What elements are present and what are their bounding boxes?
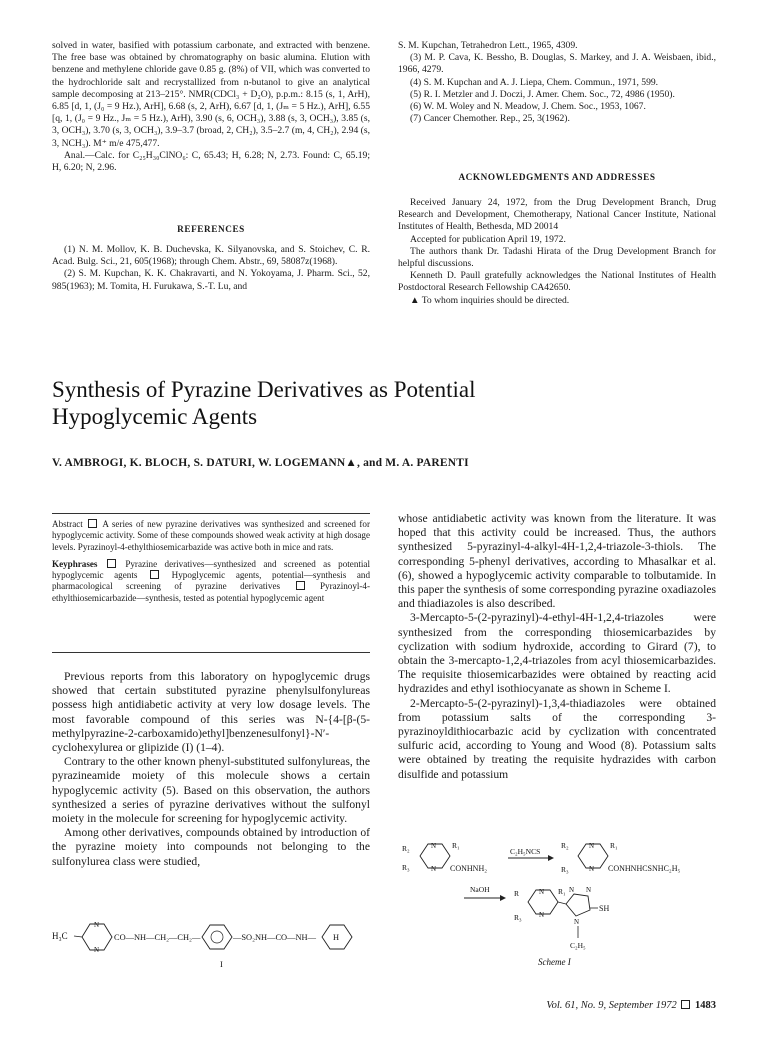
benzene-ring bbox=[202, 925, 232, 949]
ack-fellowship: Kenneth D. Paull gratefully acknowledges the National Institutes of Health Postdoctoral Research Fellowship CA42650. bbox=[398, 270, 716, 294]
reference-item: (2) S. M. Kupchan, K. K. Chakravarti, and N. Yokoyama, J. Pharm. Sci., 52, 985(1963); M. Tomita, H. Furukawa, S.-T. Lu, and bbox=[52, 268, 370, 292]
svg-text:N: N bbox=[589, 865, 595, 873]
triazole-ring bbox=[566, 894, 590, 916]
structure-i-diagram bbox=[52, 915, 370, 975]
references-left bbox=[52, 244, 370, 293]
body-paragraph: Among other derivatives, compounds obtained by introduction of the pyrazine moiety into compounds not belonging to the sulfonylurea class were studied, bbox=[52, 826, 370, 868]
ring-n-label: N bbox=[94, 946, 100, 954]
keyphrase-item: Pyrazinoyl-4-ethylthiosemicarbazide—synthesis, tested as potential hypoglycemic agent bbox=[52, 581, 371, 603]
svg-text:N: N bbox=[431, 842, 437, 850]
ack-thanks: The authors thank Dr. Tadashi Hirata of the Drug Development Branch for helpful discussions. bbox=[398, 245, 716, 270]
ethyl-group: C₂H₅ bbox=[570, 941, 586, 950]
reference-item: (6) W. M. Woley and N. Meadow, J. Chem. Soc., 1953, 1067. bbox=[410, 101, 646, 113]
svg-text:N: N bbox=[569, 886, 575, 894]
structure-chain: CO—NH—CH₂—CH₂— bbox=[114, 933, 201, 942]
body-paragraph: whose antidiabetic activity was known from the literature. It was hoped that this activity could be increased. Thus, the authors synthesized 5-pyrazinyl-4-alkyl-4H-1,2,4-triazole-3-thiols. The corresponding 5-phenyl derivatives, according to Mhasalkar et al. (6), showed a hypoglycemic activity comparable to tolbutamide. In this paper the synthesis of some corresponding pyrazine oxadiazoles and thiadiazoles is also described. bbox=[398, 512, 716, 611]
page-footer bbox=[316, 1000, 716, 1011]
svg-text:N: N bbox=[574, 918, 580, 926]
structure-methyl-label: H₃C bbox=[52, 931, 68, 941]
reference-item: (7) Cancer Chemother. Rep., 25, 3(1962). bbox=[410, 113, 570, 125]
start-hydrazide-group: CONHNH₂ bbox=[450, 864, 488, 873]
body-paragraph: Contrary to the other known phenyl-substituted sulfonylureas, the pyrazineamide moiety of this molecule shows a certain hypoglycemic activity (5). Based on this observation, the authors synthesized a series of pyrazine derivatives without the sulfonyl moiety in the molecule for screening for hypoglycemic activity. bbox=[52, 755, 370, 826]
svg-text:R₃: R₃ bbox=[514, 913, 522, 922]
body-left-column bbox=[52, 670, 370, 869]
svg-text:R₂: R₂ bbox=[402, 844, 410, 853]
body-paragraph: 3-Mercapto-5-(2-pyrazinyl)-4-ethyl-4H-1,2,4-triazoles were synthesized from the corresponding thiosemicarbazides by cyclization with sodium hydroxide, according to Girard (7), to obtain the 3-mercapto-1,2,4-triazoles from acyl thiosemicarbazides. The requisite thiosemicarbazides were obtained by reacting acid hydrazides and ethyl isothiocyanate as shown in Scheme I. bbox=[398, 611, 716, 696]
svg-text:R₂: R₂ bbox=[561, 841, 569, 850]
svg-text:N: N bbox=[586, 886, 592, 894]
ack-accepted: Accepted for publication April 19, 1972. bbox=[410, 233, 566, 245]
reference-item: (3) M. P. Cava, K. Bessho, B. Douglas, S. Markey, and J. A. Weisbaen, ibid., 1966, 4279. bbox=[398, 52, 716, 76]
structure-sulfonylurea: —SO₂NH—CO—NH— bbox=[233, 933, 316, 942]
keyphrases-paragraph bbox=[52, 559, 370, 604]
abstract-text: A series of new pyrazine derivatives was synthesized and screened for hypoglycemic activity. Some of these compounds showed weak activity at high dosage levels. Pyrazinoyl-4-ethylthiosemicarbazide was active both in mice and rats. bbox=[52, 519, 371, 552]
abstract-label: Abstract bbox=[52, 519, 83, 529]
svg-text:R₁: R₁ bbox=[558, 887, 566, 896]
reference-item: (5) R. I. Metzler and J. Doczi, J. Amer. Chem. Soc., 72, 4986 (1950). bbox=[410, 88, 675, 100]
author-list: V. AMBROGI, K. BLOCH, S. DATURI, W. LOGEMANN▲, and M. A. PARENTI bbox=[52, 457, 469, 469]
body-paragraph: 2-Mercapto-5-(2-pyrazinyl)-1,3,4-thiadiazoles were obtained from potassium salts of the corresponding 3-pyrazinoyldithiocarbazic acid by cyclization with concentrated sulfuric acid, according to Young and Wood (8). Potassium salts were obtained by treating the requisite hydrazides with carbon disulfide and potassium bbox=[398, 696, 716, 781]
abstract-block bbox=[52, 519, 370, 604]
keyphrase-item: Pyrazine derivatives—synthesized and screened as potential hypoglycemic agents bbox=[52, 558, 370, 581]
experimental-section bbox=[52, 40, 370, 174]
acknowledgments-body bbox=[398, 197, 716, 307]
ring-n-label: N bbox=[94, 921, 100, 929]
thiol-group: SH bbox=[599, 904, 610, 913]
experimental-paragraph: solved in water, basified with potassium carbonate, and extracted with benzene. The free base was obtained by chromatography on basic alumina. Elution with benzene and methylene chloride gave 0.85 g. (8%) of VII, which was converted to the hydrochloride salt and recrystallized from n-butanol to give an analytical sample decomposing at 213–215°. NMR(CDCl₃ + D₂O), p.p.m.: 8.15 (s, 1, ArH), 6.85 [d, 1, (J₀ = 9 Hz.), ArH], 6.68 (s, 2, ArH), 6.67 [d, 1, (Jₘ = 5 Hz.), ArH], 6.55 [q, 1, (J₀ = 9 Hz., Jₘ = 5 Hz.), ArH), 3.90 (s, 6, OCH₃), 3.88 (s, 3, OCH₃), 3.85 (s, 3, OCH₃), 3.70 (s, 3, OCH₃), 3.9–3.7 (broad, 2, CH₂), 3.5–2.7 (m, 4, CH₂), 2.94 (s, 3, NCH₃). M⁺ m/e 475,477. bbox=[52, 40, 370, 149]
svg-text:R: R bbox=[514, 889, 520, 898]
body-right-column bbox=[398, 512, 716, 782]
analysis-paragraph: Anal.—Calc. for C₂₅H₃₀ClNO₆: C, 65.43; H, 6.28; N, 2.73. Found: C, 65.19; H, 6.20; N, 2.96. bbox=[52, 149, 370, 174]
reference-item: S. M. Kupchan, Tetrahedron Lett., 1965, 4309. bbox=[398, 40, 578, 51]
square-bullet-icon bbox=[107, 559, 116, 568]
abstract-top-rule bbox=[52, 513, 370, 514]
svg-text:R₃: R₃ bbox=[402, 863, 410, 872]
body-paragraph: Previous reports from this laboratory on hypoglycemic drugs showed that certain substituted pyrazine phenylsulfonylureas possess high antidiabetic activity at very low dosage levels. The most favorable compound of this series was N-{4-[β-(5-methylpyrazine-2-carboxamido)ethyl]benzenesulfonyl}-N′-cyclohexylurea or glipizide (I) (1–4). bbox=[52, 670, 370, 755]
ack-inquiries: ▲ To whom inquiries should be directed. bbox=[410, 294, 570, 306]
keyphrase-item: Hypoglycemic agents, potential—synthesis and pharmacological screening of pyrazine derivatives bbox=[52, 570, 370, 592]
svg-text:R₁: R₁ bbox=[452, 841, 460, 850]
thiosemicarbazide-group: CONHNHCSNHC₂H₅ bbox=[608, 864, 681, 873]
reference-item: (4) S. M. Kupchan and A. J. Liepa, Chem. Commun., 1971, 599. bbox=[410, 76, 659, 88]
square-bullet-icon bbox=[150, 570, 159, 579]
scheme-i-diagram bbox=[398, 838, 718, 968]
keyphrases-label: Keyphrases bbox=[52, 558, 98, 569]
svg-text:R₃: R₃ bbox=[561, 865, 569, 874]
svg-text:R₁: R₁ bbox=[610, 841, 618, 850]
scheme-caption: Scheme I bbox=[538, 957, 571, 967]
square-bullet-icon bbox=[88, 519, 97, 528]
journal-citation: Vol. 61, No. 9, September 1972 bbox=[546, 1000, 677, 1011]
page-number: 1483 bbox=[695, 1000, 716, 1011]
svg-text:N: N bbox=[431, 865, 437, 873]
title-line-1: Synthesis of Pyrazine Derivatives as Potential bbox=[52, 377, 476, 402]
references-heading: REFERENCES bbox=[177, 224, 245, 234]
ack-received: Received January 24, 1972, from the Drug Development Branch, Drug Research and Development, Chemotherapy, National Cancer Institute, National Institutes of Health, Bethesda, MD 20014 bbox=[398, 197, 716, 233]
square-bullet-icon bbox=[681, 1000, 690, 1009]
reference-item: (1) N. M. Mollov, K. B. Duchevska, K. Silyanovska, and S. Stoichev, C. R. Acad. Bulg. Sci., 21, 605(1968); through Chem. Abstr., 69, 58087z(1968). bbox=[52, 244, 370, 268]
abstract-bottom-rule bbox=[52, 652, 370, 653]
title-line-2: Hypoglycemic Agents bbox=[52, 404, 258, 429]
reagent-naoh: NaOH bbox=[470, 885, 490, 894]
svg-text:N: N bbox=[539, 911, 545, 919]
abstract-paragraph bbox=[52, 519, 370, 553]
acknowledgments-heading: ACKNOWLEDGMENTS AND ADDRESSES bbox=[458, 172, 656, 182]
article-title bbox=[52, 376, 712, 430]
square-bullet-icon bbox=[296, 581, 305, 590]
references-right bbox=[398, 40, 716, 125]
compound-number: I bbox=[220, 960, 223, 969]
reagent-isothiocyanate: C₂H₅NCS bbox=[510, 847, 541, 856]
svg-text:N: N bbox=[539, 888, 545, 896]
cyclohexyl-h-label: H bbox=[333, 933, 340, 942]
svg-text:N: N bbox=[589, 842, 595, 850]
